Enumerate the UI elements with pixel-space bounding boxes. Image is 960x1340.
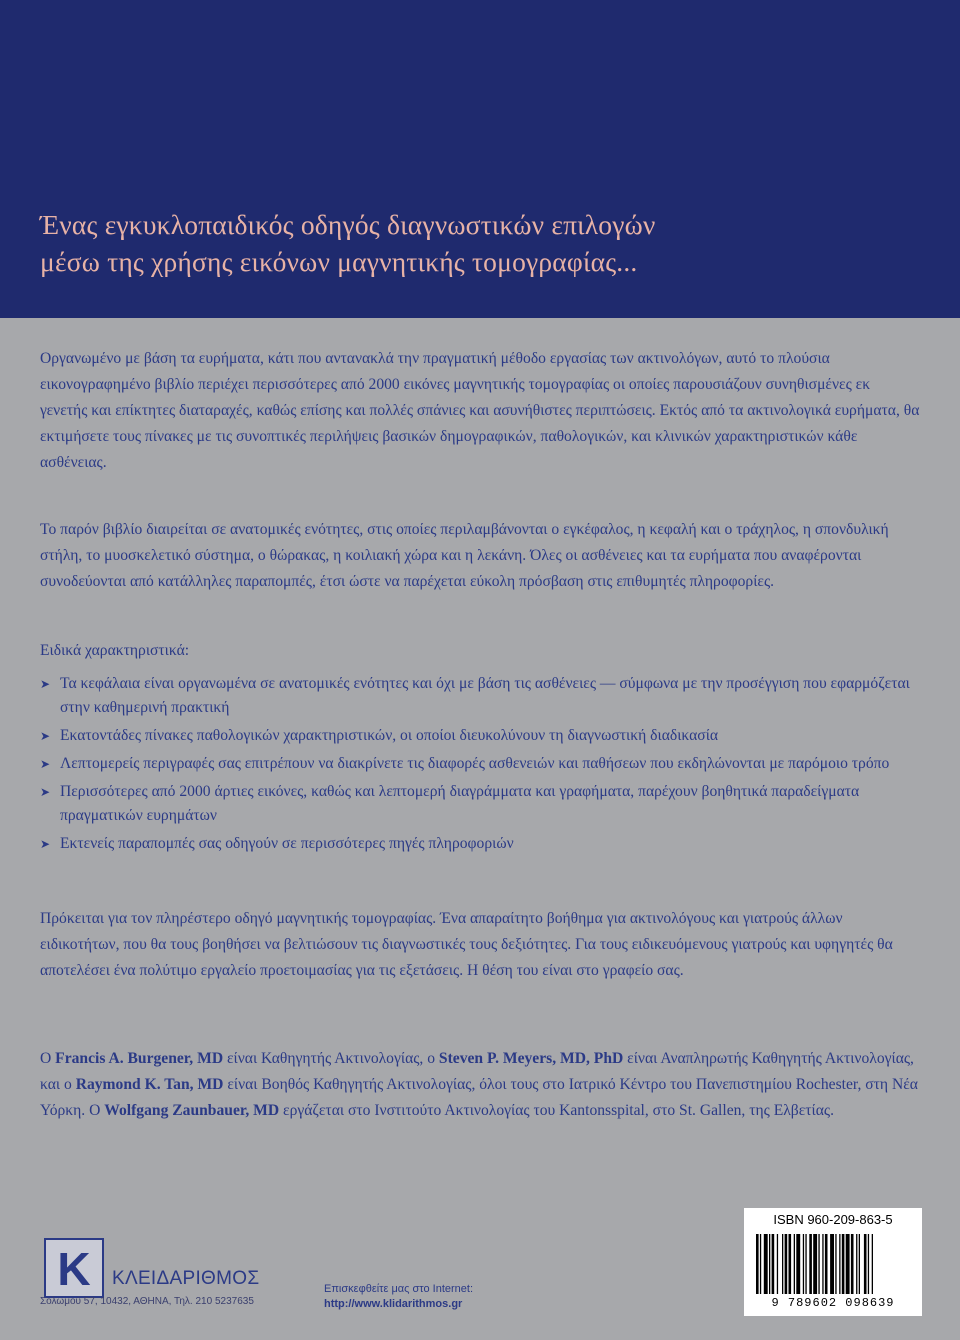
tagline-line-1: Ένας εγκυκλοπαιδικός οδηγός διαγνωστικών επιλογών: [40, 209, 656, 240]
feature-item: [40, 672, 920, 720]
barcode-bar: [818, 1234, 819, 1294]
logo-letter: K: [57, 1243, 91, 1295]
barcode-bar: [868, 1234, 869, 1294]
feature-item: [40, 752, 920, 776]
barcode-bar: [789, 1234, 792, 1294]
cover-tagline: [40, 206, 940, 280]
barcode-bar: [839, 1234, 840, 1294]
author-name: Wolfgang Zaunbauer, MD: [104, 1102, 280, 1119]
barcode-bar: [772, 1234, 775, 1294]
authors-text: είναι Καθηγητής Ακτινολογίας, ο: [223, 1050, 439, 1067]
feature-text: Εκτενείς παραπομπές σας οδηγούν σε περισσότερες πηγές πληροφοριών: [60, 835, 514, 852]
author-name: Raymond K. Tan, MD: [75, 1076, 224, 1093]
barcode-digits: 9 789602 098639: [771, 1296, 895, 1310]
barcode-bar: [825, 1234, 828, 1294]
publisher-logo: [40, 1232, 280, 1314]
authors-text: είναι Βοηθός Καθηγητής Ακτινολογίας, όλοι τους στο Ιατρικό Κέντρο του Πανεπιστημίου Rochester, στη Νέα Υόρκη. Ο: [40, 1076, 918, 1119]
feature-item: [40, 780, 920, 828]
isbn-label: ISBN 960-209-863-5: [773, 1212, 893, 1227]
barcode-bar: [842, 1234, 845, 1294]
author-name: Steven P. Meyers, MD, PhD: [438, 1050, 624, 1067]
features-heading: Ειδικά χαρακτηριστικά:: [40, 642, 190, 659]
feature-text: Λεπτομερείς περιγραφές σας επιτρέπουν να διακρίνετε τις διαφορές ασθενειών και παθήσεων που εκδηλώνονται με παρόμοιο τρόπο: [60, 755, 890, 772]
barcode-bar: [864, 1234, 867, 1294]
barcode-bar: [785, 1234, 788, 1294]
authors-paragraph: [40, 1046, 920, 1124]
summary-paragraph: Πρόκειται για τον πληρέστερο οδηγό μαγνητικής τομογραφίας. Ένα απαραίτητο βοήθημα για ακτινολόγους και γιατρούς άλλων ειδικοτήτων, που θα τους βοηθήσει να βελτιώσουν τις διαγνωστικές τους δεξιότητες. Για τους ειδικευόμενους γιατρούς και υφηγητές θα αποτελέσει ένα πολύτιμο εργαλείο προετοιμασίας για τις εξετάσεις. Η θέση του είναι στο γραφείο σας.: [40, 910, 893, 979]
barcode-bar: [830, 1234, 834, 1294]
barcode-bar: [794, 1234, 795, 1294]
barcode-bar: [809, 1234, 812, 1294]
isbn-barcode-box: [744, 1208, 922, 1316]
barcode-bar: [803, 1234, 804, 1294]
barcode-bar: [777, 1234, 778, 1294]
arrow-bullet-icon: ➤: [40, 785, 51, 799]
author-name: Francis A. Burgener, MD: [55, 1050, 224, 1067]
description-paragraph-2: Το παρόν βιβλίο διαιρείται σε ανατομικές ενότητες, στις οποίες περιλαμβάνονται ο εγκέφαλος, η κεφαλή και ο τράχηλος, η σπονδυλική στήλη, το μυοσκελετικό σύστημα, ο θώρακας, η κοιλιακή χώρα και η λεκάνη. Όλες οι ασθένειες και τα ευρήματα που αναφέρονται συνοδεύονται από κατάλληλες παραπομπές, έτσι ώστε να παρέχεται εύκολη πρόσβαση στις επιθυμητές πληροφορίες.: [40, 521, 889, 590]
barcode-bar: [835, 1234, 836, 1294]
arrow-bullet-icon: ➤: [40, 837, 51, 851]
barcode-bar: [859, 1234, 860, 1294]
authors-text: είναι Αναπληρωτής Καθηγητής Ακτινολογίας, και ο: [40, 1050, 914, 1093]
publisher-name: ΚΛΕΙΔΑΡΙΘΜΟΣ: [112, 1268, 260, 1289]
barcode-bar: [851, 1234, 854, 1294]
website-label: Επισκεφθείτε μας στο Internet:: [324, 1283, 474, 1295]
authors-text: εργάζεται στο Ινστιτούτο Ακτινολογίας του Kantonsspital, στο St. Gallen, της Ελβετίας.: [279, 1102, 834, 1119]
publisher-key-icon: [44, 1238, 104, 1298]
feature-text: Εκατοντάδες πίνακες παθολογικών χαρακτηριστικών, οι οποίοι διευκολύνουν τη διαγνωστική διαδικασία: [60, 727, 719, 744]
website-url[interactable]: http://www.klidarithmos.gr: [324, 1298, 463, 1310]
authors-text: Ο: [40, 1050, 56, 1067]
barcode-bar: [805, 1234, 806, 1294]
barcode-bar: [760, 1234, 761, 1294]
arrow-bullet-icon: ➤: [40, 677, 51, 691]
features-list: [40, 672, 920, 860]
arrow-bullet-icon: ➤: [40, 757, 51, 771]
arrow-bullet-icon: ➤: [40, 729, 51, 743]
barcode-bar: [756, 1234, 759, 1294]
barcode-bar: [872, 1234, 873, 1294]
barcode-bar: [856, 1234, 857, 1294]
publisher-address: Σολωμού 57, 10432, ΑΘΗΝΑ, Τηλ. 210 5237635: [40, 1296, 254, 1307]
barcode-bar: [764, 1234, 768, 1294]
feature-text: Περισσότερες από 2000 άρτιες εικόνες, καθώς και λεπτομερή διαγράμματα και γραφήματα, παρέχουν βοηθητικά παραδείγματα πραγματικών ευρημάτων: [60, 783, 860, 824]
barcode-bar: [796, 1234, 800, 1294]
barcode-bar: [813, 1234, 817, 1294]
tagline-line-2: μέσω της χρήσης εικόνων μαγνητικής τομογραφίας...: [40, 246, 638, 277]
website-block: [324, 1282, 473, 1312]
barcode-bar: [782, 1234, 783, 1294]
description-paragraph-1: Οργανωμένο με βάση τα ευρήματα, κάτι που αντανακλά την πραγματική μέθοδο εργασίας των ακτινολόγων, αυτό το πλούσια εικονογραφημένο βιβλίο περιέχει περισσότερες από 2000 εικόνες μαγνητικής τομογραφίας οι οποίες παρουσιάζουν συνηθισμένες εκ γενετής και επίκτητες διαταραχές, καθώς επίσης και πολλές σπάνιες και ασυνήθιστες περιπτώσεις. Εκτός από τα ακτινολογικά ευρήματα, θα εκτιμήσετε τους πίνακες με τις συνοπτικές περιλήψεις βασικών δημογραφικών, παθολογικών, και κλινικών χαρακτηριστικών κάθε ασθένειας.: [40, 350, 920, 471]
barcode-bar: [846, 1234, 850, 1294]
barcode-icon: [756, 1234, 910, 1294]
barcode-bar: [822, 1234, 823, 1294]
barcode-bar: [769, 1234, 770, 1294]
feature-item: [40, 832, 920, 856]
feature-item: [40, 724, 920, 748]
feature-text: Τα κεφάλαια είναι οργανωμένα σε ανατομικές ενότητες και όχι με βάση τις ασθένειες — σύμφωνα με την προσέγγιση που εφαρμόζεται στην καθημερινή πρακτική: [60, 675, 910, 716]
